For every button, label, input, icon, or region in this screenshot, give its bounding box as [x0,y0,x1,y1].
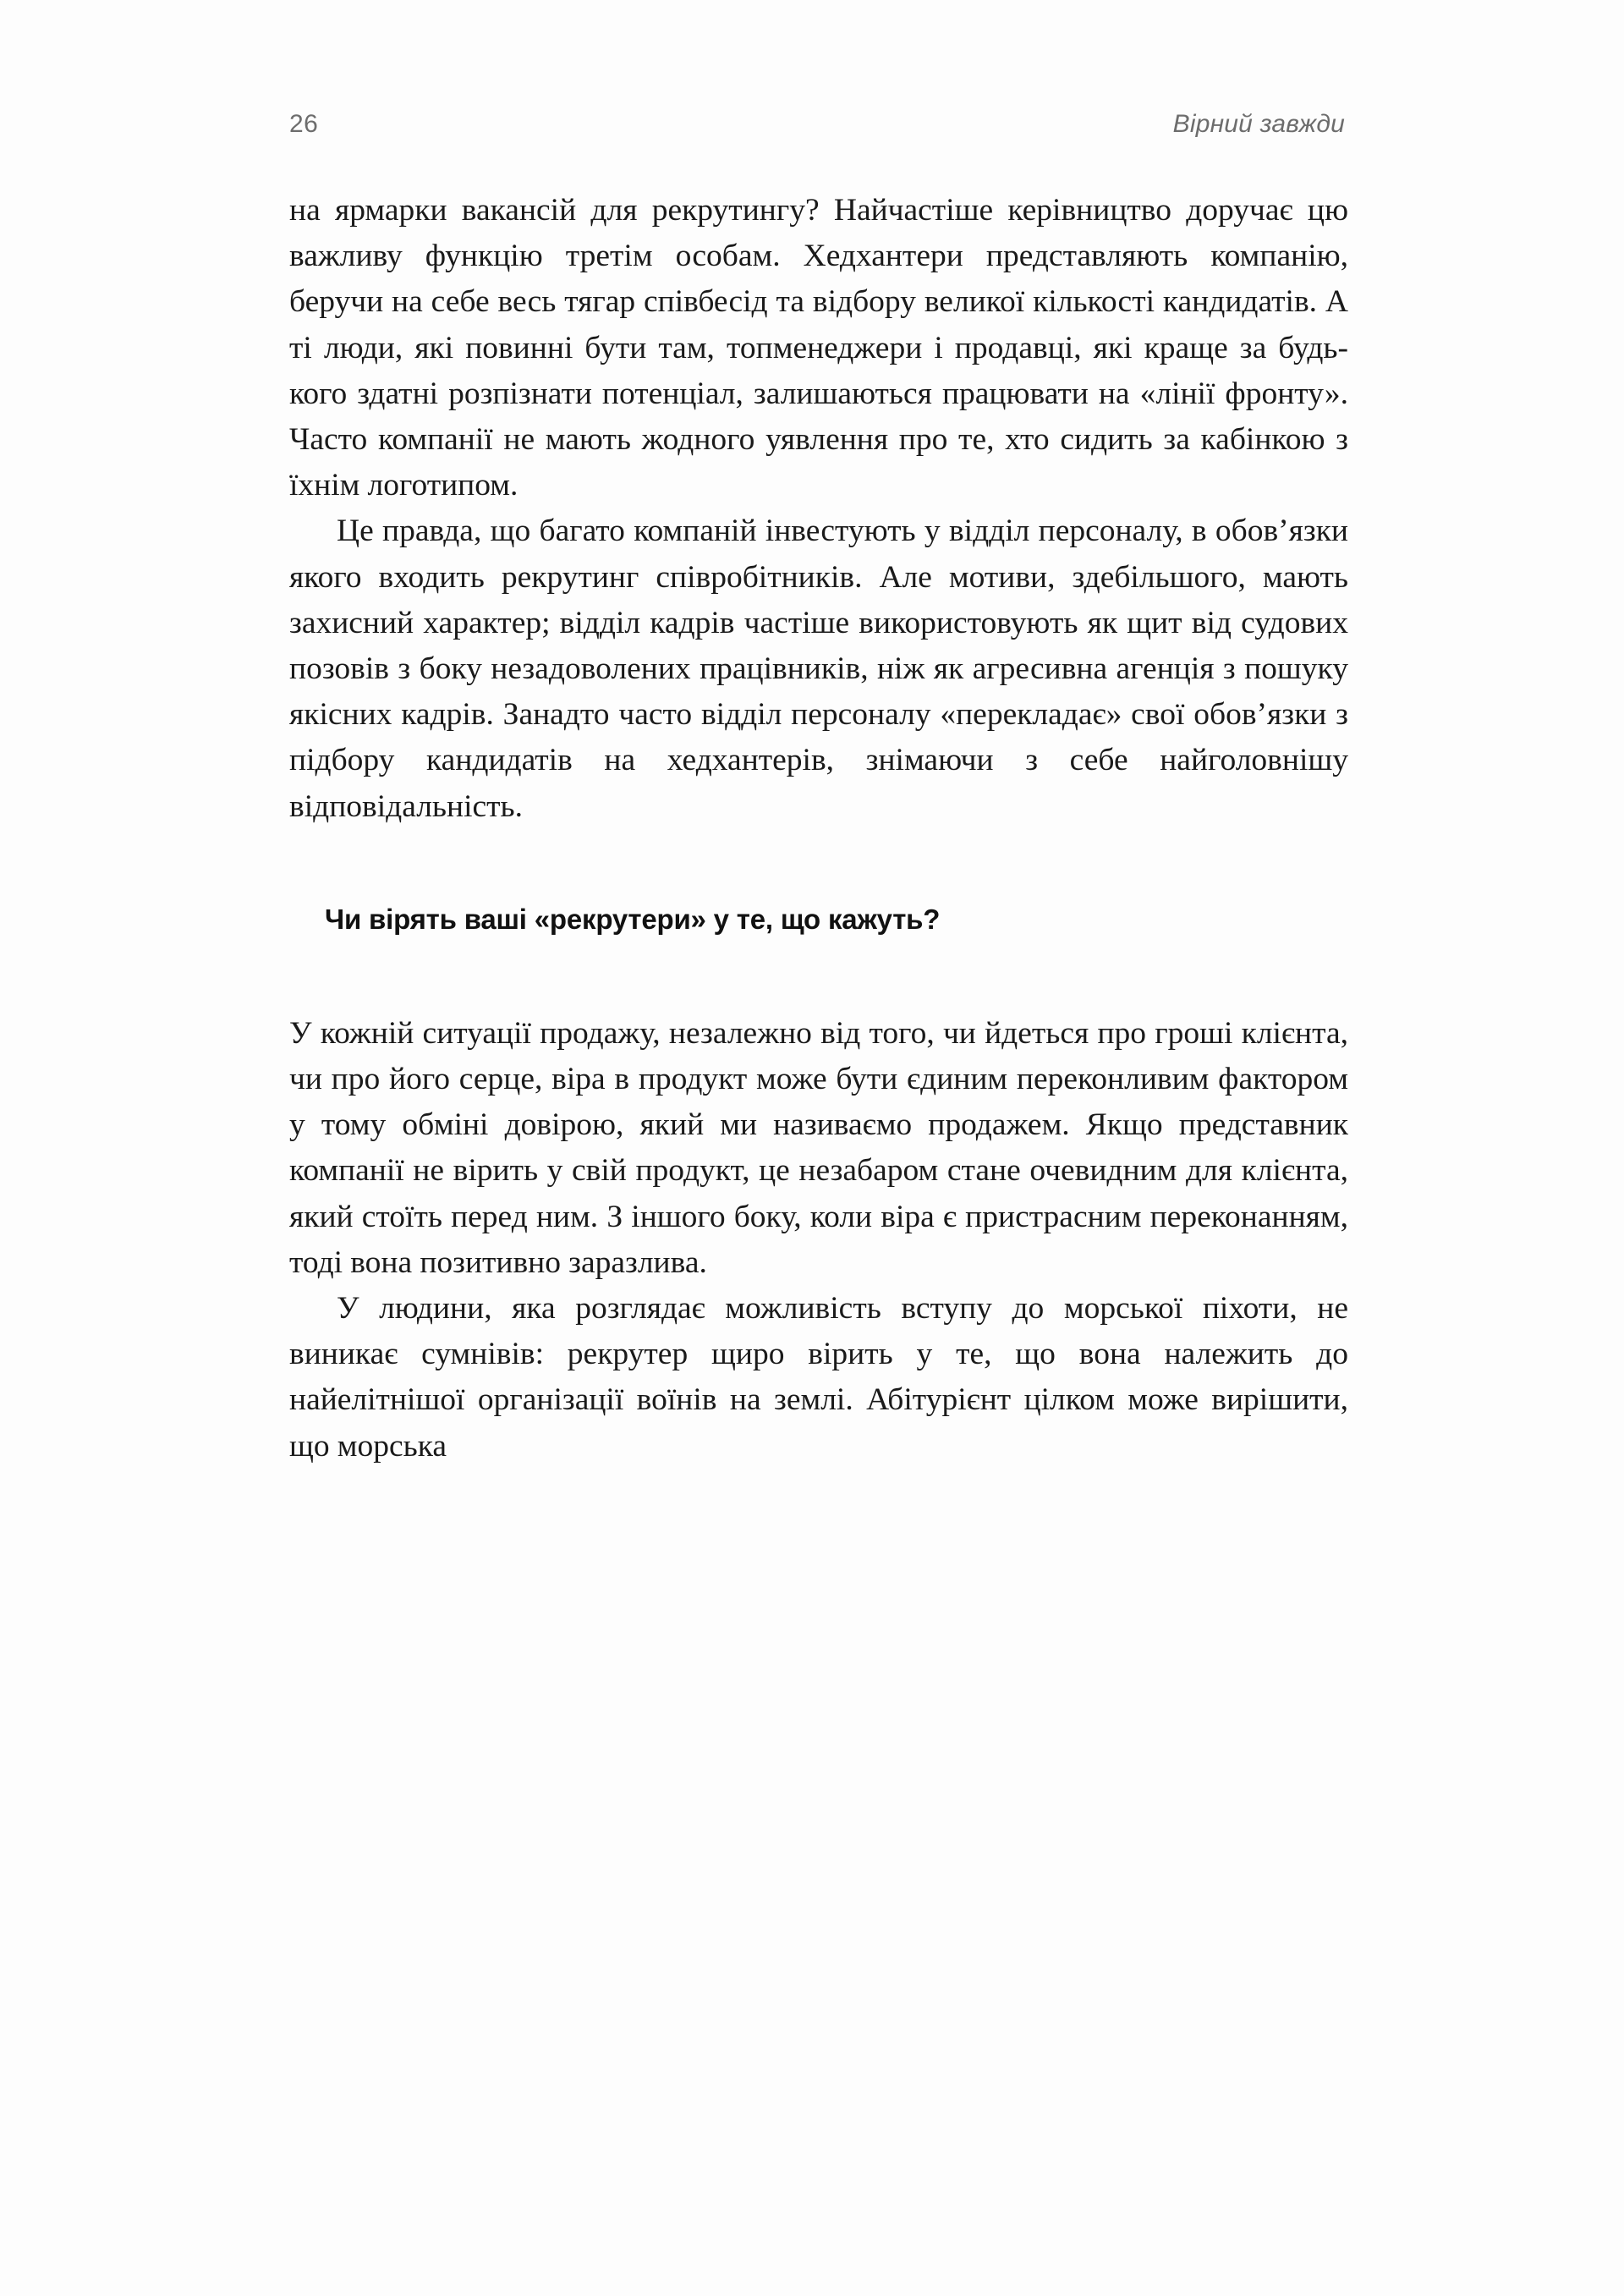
page-number: 26 [289,110,319,138]
spacer-below-subheading [289,938,1348,1011]
paragraph-4: У людини, яка розглядає можливість вступу до морської піхоти, не виникає сумнівів: рекрутер щиро вірить у те, що вона належить до найелітнішої організації воїнів на землі. Абітурієнт цілком може вирішити, що морська [289,1291,1348,1464]
spacer-above-subheading [289,830,1348,901]
paragraph-2: Це правда, що багато компаній інвестують у відділ персоналу, в обов’язки якого входить рекрутинг співробітників. Але мотиви, здебільшого, мають захисний характер; відділ кадрів частіше використовують як щит від судових позовів з боку незадоволених працівників, ніж як агресивна агенція з пошуку якісних кадрів. Занадто часто відділ персоналу «перекладає» свої обов’язки з підбору кандидатів на хедхантерів, знімаючи з себе найголовнішу відповідальність. [289,514,1348,824]
running-head [289,112,1345,151]
section-subheading: Чи вірять ваші «рекрутери» у те, що кажуть? [325,903,941,935]
running-title: Вірний завжди [1172,110,1345,138]
paragraph-3: У кожній ситуації продажу, незалежно від того, чи йдеться про гроші клієнта, чи про його серце, віра в продукт може бути єдиним переконливим фактором у тому обміні довірою, який ми називаємо продажем. Якщо представник компанії не вірить у свій продукт, це незабаром стане очевидним для клієнта, який стоїть перед ним. З іншого боку, коли віра є пристрасним переконанням, тоді вона позитивно заразлива. [289,1015,1348,1280]
paragraph-1: на ярмарки вакансій для рекрутингу? Найчастіше керівництво доручає цю важливу функцію третім особам. Хедхантери представляють компанію, беручи на себе весь тягар співбесід та відбору великої кількості кандидатів. А ті люди, які повинні бути там, топменеджери і продавці, які краще за будь-кого здатні розпізнати потенціал, залишаються працювати на «лінії фронту». Часто компанії не мають жодного уявлення про те, хто сидить за кабінкою з їхнім логотипом. [289,193,1348,503]
text-column [289,188,1348,1469]
